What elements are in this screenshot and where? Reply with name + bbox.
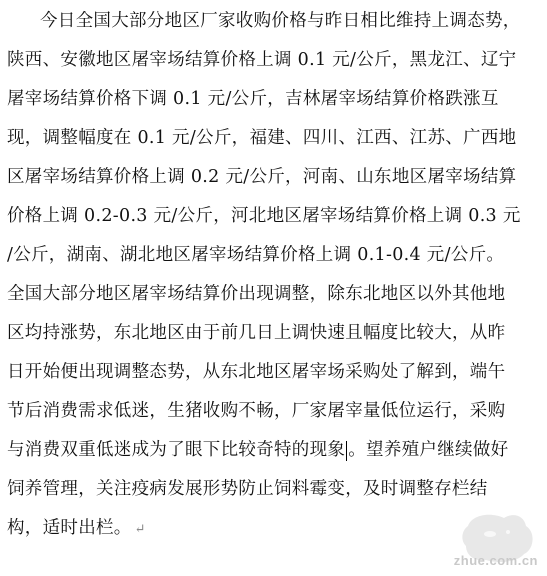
text-line-6: 价格上调 0.2-0.3 元/公斤，河北地区屠宰场结算价格上调 0.3 元 (7, 206, 521, 226)
text-line-3: 屠宰场结算价格下调 0.1 元/公斤，吉林屠宰场结算价格跌涨互 (7, 89, 499, 109)
text-line-8: 全国大部分地区屠宰场结算价出现调整，除东北地区以外其他地 (7, 284, 506, 304)
text-line-9: 区均持涨势，东北地区由于前几日上调快速且幅度比较大，从昨 (7, 323, 506, 343)
text-line-7: /公斤，湖南、湖北地区屠宰场结算价格上调 0.1-0.4 元/公斤。 (7, 245, 505, 265)
text-line-10: 日开始便出现调整态势，从东北地区屠宰场采购处了解到，端午 (7, 362, 506, 382)
text-line-14-content: 构，适时出栏。 (7, 518, 132, 538)
site-watermark (432, 506, 544, 572)
text-line-12[interactable]: 与消费双重低迷成为了眼下比较奇特的现象 。望养殖户继续做好 (7, 440, 509, 460)
text-line-14 (7, 513, 146, 543)
text-segment-after-caret: 望养殖户继续做好 (366, 440, 509, 460)
text-cursor (346, 441, 347, 461)
paragraph-mark-icon: ↵ (134, 522, 146, 537)
text-line-11: 节后消费需求低迷，生猪收购不畅，厂家屠宰量低位运行，采购 (7, 401, 506, 421)
text-line-4: 现，调整幅度在 0.1 元/公斤，福建、四川、江西、江苏、广西地 (7, 128, 517, 148)
text-line-2: 陕西、安徽地区屠宰场结算价格上调 0.1 元/公斤，黑龙江、辽宁 (7, 50, 517, 70)
watermark-text: zhue.com.cn (453, 553, 538, 568)
text-line-13: 饲养管理，关注疫病发展形势防止饲料霉变，及时调整存栏结 (7, 479, 488, 499)
text-line-1: 今日全国大部分地区厂家收购价格与昨日相比维持上调态势， (40, 11, 521, 31)
text-line-5: 区屠宰场结算价格上调 0.2 元/公斤，河南、山东地区屠宰场结算 (7, 167, 517, 187)
text-segment-before-caret: 与消费双重低迷成为了眼下比较奇特的现象 (7, 440, 346, 460)
